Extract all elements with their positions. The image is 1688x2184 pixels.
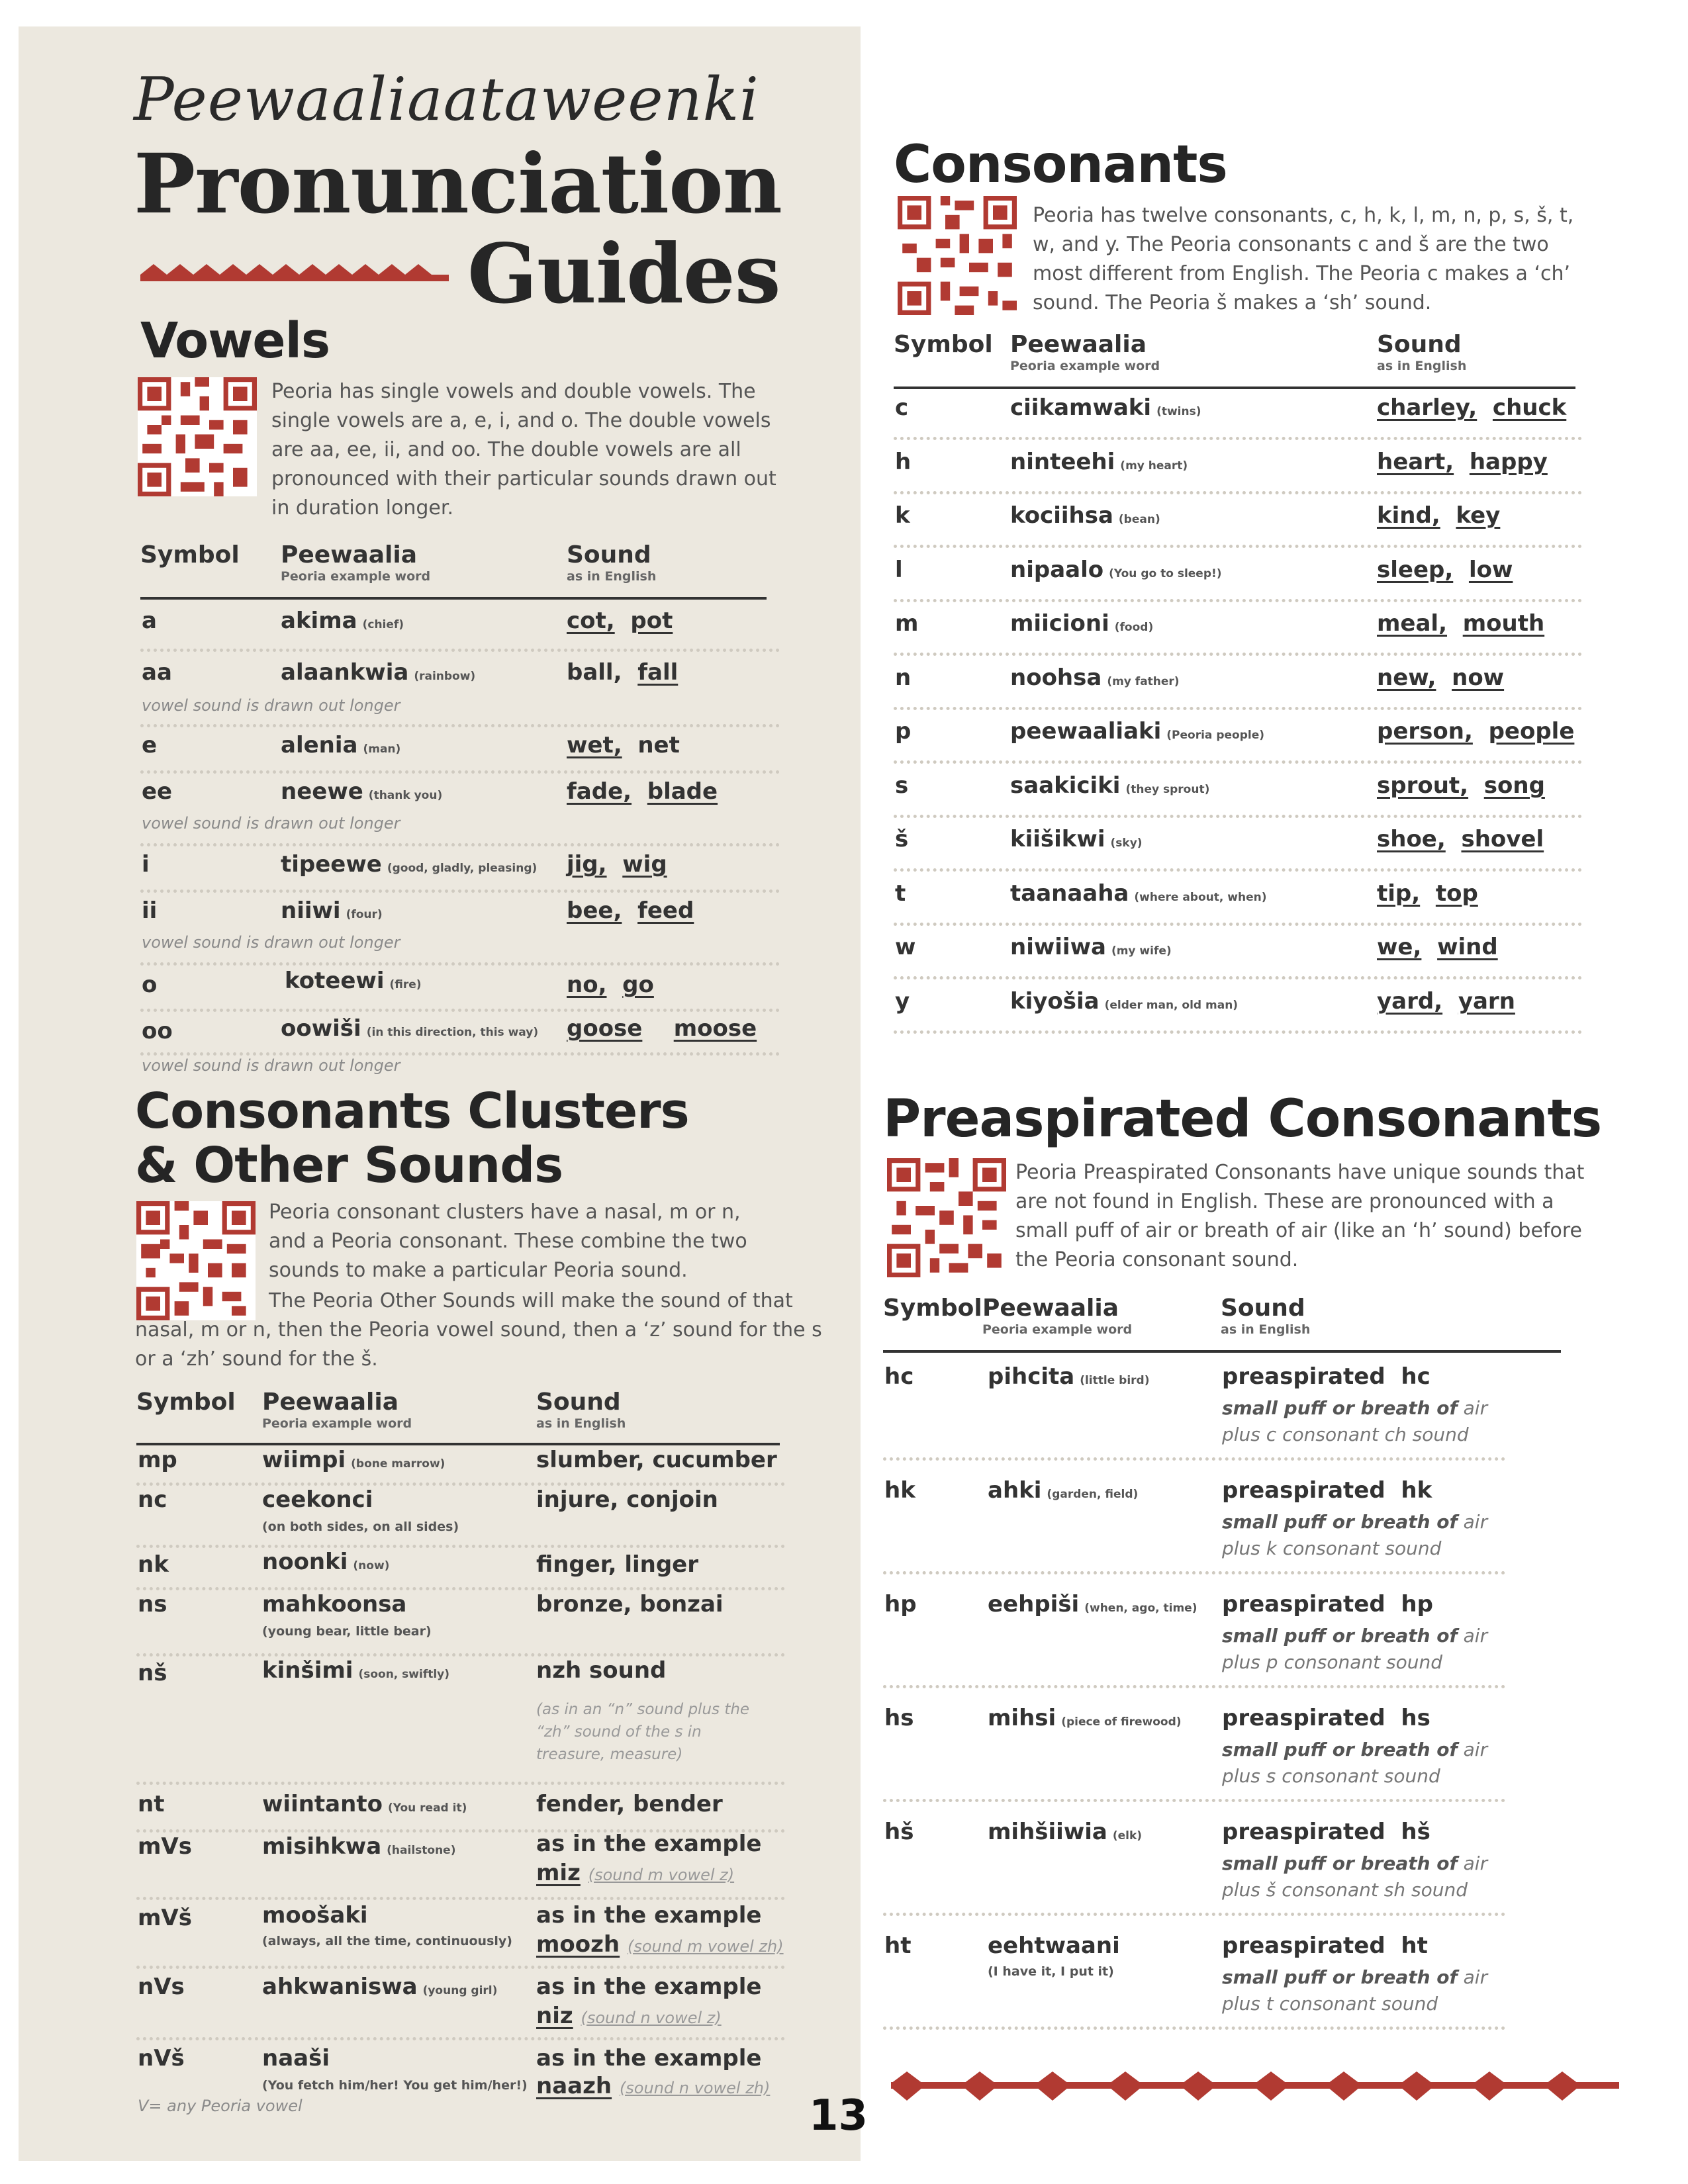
vowel-word: neewe (thank you) — [281, 778, 443, 805]
preaspirated-plus: plus c consonant ch sound — [1222, 1424, 1469, 1445]
preaspirated-sound: preaspirated hp — [1222, 1591, 1433, 1617]
cluster-word: mahkoonsa — [262, 1591, 407, 1617]
consonant-word: nipaalo (You go to sleep!) — [1010, 557, 1222, 583]
cluster-word: ahkwaniswa (young girl) — [262, 1974, 498, 2000]
cluster-gloss: (on both sides, on all sides) — [262, 1520, 459, 1534]
cluster-sound: slumber, cucumber — [536, 1447, 777, 1473]
consonants-header-rule — [894, 387, 1575, 389]
cluster-symbol: nVš — [138, 2045, 185, 2071]
preaspirated-description: small puff or breath of air — [1222, 1739, 1488, 1760]
preaspirated-plus: plus p consonant sound — [1222, 1651, 1442, 1673]
vowels-header-sound: Sound as in English — [567, 541, 657, 584]
cluster-symbol: nc — [138, 1486, 167, 1513]
cluster-symbol: mVš — [138, 1905, 192, 1931]
preaspirated-description: small puff or breath of air — [1222, 1625, 1488, 1647]
row-divider — [883, 1685, 1505, 1688]
row-divider — [136, 1587, 785, 1590]
row-divider — [894, 760, 1582, 764]
cluster-word: ceekonci — [262, 1486, 373, 1513]
preaspirated-symbol: ht — [884, 1933, 912, 1959]
consonant-sound: shoe, shovel — [1377, 826, 1544, 852]
consonant-symbol: m — [895, 610, 919, 637]
row-divider — [894, 923, 1582, 926]
consonant-symbol: n — [895, 664, 912, 691]
cluster-note: (as in an “n” sound plus the “zh” sound of the s in treasure, measure) — [536, 1701, 750, 1763]
page-number: 13 — [809, 2091, 868, 2140]
row-divider — [894, 815, 1582, 818]
consonant-word: kiyošia (elder man, old man) — [1010, 988, 1239, 1015]
cluster-gloss: (young bear, little bear) — [262, 1624, 432, 1639]
vowels-header-rule — [140, 597, 767, 600]
vowel-word: oowiši (in this direction, this way) — [281, 1015, 539, 1042]
cluster-symbol: nVs — [138, 1974, 185, 2000]
consonant-word: niwiiwa (my wife) — [1010, 934, 1172, 960]
row-divider — [136, 1966, 785, 1969]
row-divider — [894, 976, 1582, 979]
preaspirated-word: mihšiiwia (elk) — [988, 1819, 1143, 1845]
vowels-header-word: Peewaalia Peoria example word — [281, 541, 431, 584]
row-divider — [136, 1897, 785, 1900]
cluster-example: naazh (sound n vowel zh) — [536, 2073, 771, 2099]
vowel-sound: ball, fall — [567, 659, 679, 686]
row-divider — [894, 653, 1582, 656]
vowel-sound: cot, pot — [567, 608, 673, 634]
consonant-sound: charley, chuck — [1377, 394, 1567, 421]
cluster-symbol: mp — [138, 1447, 177, 1473]
preaspirated-sound: preaspirated ht — [1222, 1933, 1428, 1959]
consonants-header-symbol: Symbol — [894, 331, 993, 358]
cluster-word: wiintanto (You read it) — [262, 1791, 467, 1817]
clusters-intro-other-sounds: The Peoria Other Sounds will make the sound of that nasal, m or n, then the Peoria vowel sound, then a ‘z’ sound for the s or a ‘zh’ sound for the š. — [135, 1289, 822, 1371]
preaspirated-header-rule — [883, 1350, 1561, 1353]
consonant-sound: sprout, song — [1377, 772, 1545, 799]
cluster-symbol: nk — [138, 1551, 169, 1578]
consonant-word: saakiciki (they sprout) — [1010, 772, 1210, 799]
consonants-intro: Peoria has twelve consonants, c, h, k, l, m, n, p, s, š, t, w, and y. The Peoria consonants c and š are the two most different from English. The Peoria c makes a ‘ch’ sound. The Peoria š makes a ‘sh’ sound. — [1033, 204, 1574, 314]
vowel-sound: wet, net — [567, 732, 680, 758]
consonant-symbol: c — [895, 394, 909, 421]
vowel-word: alenia (man) — [281, 732, 401, 758]
cluster-sound: as in the example — [536, 1902, 762, 1929]
row-divider — [140, 724, 780, 727]
row-divider — [894, 437, 1582, 440]
vowel-symbol: ii — [142, 897, 158, 924]
preaspirated-title: Preaspirated Consonants — [883, 1089, 1602, 1149]
consonant-symbol: k — [895, 502, 910, 529]
preaspirated-header-word: Peewaalia Peoria example word — [982, 1295, 1133, 1337]
consonants-title: Consonants — [894, 135, 1227, 195]
preaspirated-sound: preaspirated hc — [1222, 1363, 1430, 1390]
vowel-sound: jig, wig — [567, 851, 667, 878]
consonant-sound: meal, mouth — [1377, 610, 1545, 637]
consonant-sound: sleep, low — [1377, 557, 1513, 583]
vowel-note: vowel sound is drawn out longer — [142, 933, 400, 952]
preaspirated-word: eehpiši (when, ago, time) — [988, 1591, 1197, 1617]
preaspirated-description: small puff or breath of air — [1222, 1966, 1488, 1988]
consonant-sound: tip, top — [1377, 880, 1478, 907]
row-divider — [140, 649, 780, 652]
vowels-intro: Peoria has single vowels and double vowels. The single vowels are a, e, i, and o. The double vowels are aa, ee, ii, and oo. The double vowels are all pronounced with their particular sounds drawn out in duration longer. — [271, 380, 776, 520]
cluster-symbol: mVs — [138, 1833, 192, 1860]
preaspirated-symbol: hp — [884, 1591, 917, 1617]
consonant-word: kiišikwi (sky) — [1010, 826, 1143, 852]
zigzag-ornament-footer — [891, 2066, 1619, 2109]
vowel-symbol: aa — [142, 659, 172, 686]
consonants-header-sound: Sound as in English — [1377, 331, 1467, 373]
preaspirated-word: pihcita (little bird) — [988, 1363, 1150, 1390]
clusters-intro: Peoria consonant clusters have a nasal, m or n, and a Peoria consonant. These combine the two sounds to make a particular Peoria sound. — [269, 1201, 747, 1282]
vowel-symbol: o — [142, 972, 158, 998]
row-divider — [136, 1782, 785, 1785]
vowel-symbol: oo — [142, 1018, 173, 1044]
consonant-word: kociihsa (bean) — [1010, 502, 1160, 529]
row-divider — [883, 2026, 1505, 2030]
consonant-sound: new, now — [1377, 664, 1505, 691]
cluster-word: noonki (now) — [262, 1549, 390, 1575]
preaspirated-plus: plus t consonant sound — [1222, 1993, 1438, 2015]
consonant-symbol: w — [895, 934, 916, 960]
vowel-note: vowel sound is drawn out longer — [142, 696, 400, 715]
clusters-title: Consonants Clusters & Other Sounds — [135, 1083, 689, 1194]
preaspirated-intro: Peoria Preaspirated Consonants have unique sounds that are not found in English. These are pronounced with a small puff of air or breath of air (like an ‘h’ sound) before the Peoria consonant sound. — [1015, 1161, 1585, 1271]
vowel-word: niiwi (four) — [281, 897, 383, 924]
consonants-header-word: Peewaalia Peoria example word — [1010, 331, 1160, 373]
row-divider — [140, 1009, 780, 1012]
cluster-sound: as in the example — [536, 1831, 762, 1857]
cluster-example: niz (sound n vowel z) — [536, 2003, 722, 2029]
row-divider — [894, 491, 1582, 494]
cluster-word: kinšimi (soon, swiftly) — [262, 1657, 450, 1684]
clusters-header-symbol: Symbol — [136, 1388, 236, 1416]
consonant-sound: we, wind — [1377, 934, 1498, 960]
cluster-word: naaši — [262, 2045, 330, 2071]
title-peoria: Peewaaliaataweenki — [134, 65, 759, 134]
consonant-word: taanaaha (where about, when) — [1010, 880, 1267, 907]
row-divider — [883, 1571, 1505, 1574]
vowel-symbol: ee — [142, 778, 173, 805]
row-divider — [883, 1913, 1505, 1916]
preaspirated-sound: preaspirated hk — [1222, 1477, 1432, 1504]
title-guides: Guides — [467, 226, 780, 322]
row-divider — [140, 962, 780, 966]
title-pronunciation: Pronunciation — [134, 136, 782, 232]
consonant-word: ciikamwaki (twins) — [1010, 394, 1201, 421]
cluster-symbol: nš — [138, 1660, 167, 1686]
preaspirated-symbol: hs — [884, 1705, 914, 1731]
row-divider — [136, 2037, 785, 2040]
consonant-word: miicioni (food) — [1010, 610, 1154, 637]
cluster-sound: as in the example — [536, 2045, 762, 2071]
zigzag-ornament-title — [140, 255, 449, 288]
row-divider — [140, 1052, 780, 1056]
consonant-symbol: y — [895, 988, 910, 1015]
row-divider — [894, 599, 1582, 602]
row-divider — [140, 843, 780, 846]
cluster-word: misihkwa (hailstone) — [262, 1833, 456, 1860]
row-divider — [894, 1030, 1582, 1034]
row-divider — [140, 889, 780, 893]
preaspirated-description: small puff or breath of air — [1222, 1852, 1488, 1874]
preaspirated-plus: plus s consonant sound — [1222, 1765, 1440, 1787]
row-divider — [894, 707, 1582, 710]
row-divider — [136, 1482, 785, 1486]
row-divider — [140, 770, 780, 774]
preaspirated-symbol: hc — [884, 1363, 914, 1390]
preaspirated-plus: plus k consonant sound — [1222, 1537, 1442, 1559]
preaspirated-word: mihsi (piece of firewood) — [988, 1705, 1182, 1731]
preaspirated-header-sound: Sound as in English — [1221, 1295, 1311, 1337]
row-divider — [894, 545, 1582, 548]
consonant-symbol: s — [895, 772, 909, 799]
vowel-word: koteewi (fire) — [285, 968, 422, 994]
preaspirated-sound: preaspirated hs — [1222, 1705, 1430, 1731]
consonant-word: noohsa (my father) — [1010, 664, 1180, 691]
cluster-sound: nzh sound — [536, 1657, 667, 1684]
cluster-sound: injure, conjoin — [536, 1486, 718, 1513]
preaspirated-header-symbol: Symbol — [883, 1295, 982, 1322]
vowel-sound: fade, blade — [567, 778, 718, 805]
consonant-sound: person, people — [1377, 718, 1575, 745]
consonant-symbol: p — [895, 718, 912, 745]
preaspirated-symbol: hš — [884, 1819, 914, 1845]
consonant-symbol: h — [895, 449, 912, 475]
cluster-gloss: (You fetch him/her! You get him/her!) — [262, 2078, 528, 2093]
cluster-symbol: nt — [138, 1791, 165, 1817]
vowel-symbol: a — [142, 608, 157, 634]
clusters-header-rule — [136, 1443, 780, 1445]
preaspirated-plus: plus š consonant sh sound — [1222, 1879, 1468, 1901]
cluster-word: wiimpi (bone marrow) — [262, 1447, 445, 1473]
row-divider — [883, 1799, 1505, 1802]
preaspirated-word: ahki (garden, field) — [988, 1477, 1139, 1504]
clusters-header-word: Peewaalia Peoria example word — [262, 1388, 412, 1431]
consonant-symbol: š — [895, 826, 909, 852]
consonant-sound: kind, key — [1377, 502, 1501, 529]
preaspirated-description: small puff or breath of air — [1222, 1511, 1488, 1533]
cluster-sound: finger, linger — [536, 1551, 699, 1578]
preaspirated-word: eehtwaani — [988, 1933, 1120, 1959]
qr-code-consonants — [898, 196, 1017, 315]
vowel-note: vowel sound is drawn out longer — [142, 814, 400, 833]
consonant-sound: yard, yarn — [1377, 988, 1515, 1015]
row-divider — [136, 1653, 785, 1657]
preaspirated-sound: preaspirated hš — [1222, 1819, 1430, 1845]
clusters-footnote: V= any Peoria vowel — [138, 2097, 303, 2115]
vowel-note: vowel sound is drawn out longer — [142, 1056, 400, 1075]
vowel-sound: goose moose — [567, 1015, 757, 1042]
vowel-word: alaankwia (rainbow) — [281, 659, 476, 686]
cluster-symbol: ns — [138, 1591, 167, 1617]
vowel-word: tipeewe (good, gladly, pleasing) — [281, 851, 538, 878]
preaspirated-symbol: hk — [884, 1477, 915, 1504]
vowel-symbol: e — [142, 732, 158, 758]
consonant-word: ninteehi (my heart) — [1010, 449, 1188, 475]
vowels-header-symbol: Symbol — [140, 541, 240, 569]
preaspirated-gloss: (I have it, I put it) — [988, 1964, 1114, 1979]
row-divider — [894, 868, 1582, 872]
preaspirated-description: small puff or breath of air — [1222, 1397, 1488, 1419]
vowel-word: akima (chief) — [281, 608, 404, 634]
vowel-sound: bee, feed — [567, 897, 694, 924]
cluster-word: moošaki — [262, 1902, 368, 1929]
qr-code-preaspirated — [887, 1158, 1006, 1277]
row-divider — [883, 1457, 1505, 1461]
vowel-sound: no, go — [567, 972, 654, 998]
cluster-gloss: (always, all the time, continuously) — [262, 1934, 512, 1948]
vowel-symbol: i — [142, 851, 150, 878]
clusters-header-sound: Sound as in English — [536, 1388, 626, 1431]
consonant-sound: heart, happy — [1377, 449, 1548, 475]
consonant-word: peewaaliaki (Peoria people) — [1010, 718, 1264, 745]
cluster-example: miz (sound m vowel z) — [536, 1860, 735, 1886]
cluster-sound: as in the example — [536, 1974, 762, 2000]
vowels-title: Vowels — [140, 312, 330, 369]
cluster-sound: fender, bender — [536, 1791, 723, 1817]
consonant-symbol: t — [895, 880, 906, 907]
qr-code-vowels — [138, 377, 257, 496]
row-divider — [136, 1545, 785, 1548]
cluster-example: moozh (sound m vowel zh) — [536, 1931, 784, 1958]
cluster-sound: bronze, bonzai — [536, 1591, 724, 1617]
consonant-symbol: l — [895, 557, 903, 583]
